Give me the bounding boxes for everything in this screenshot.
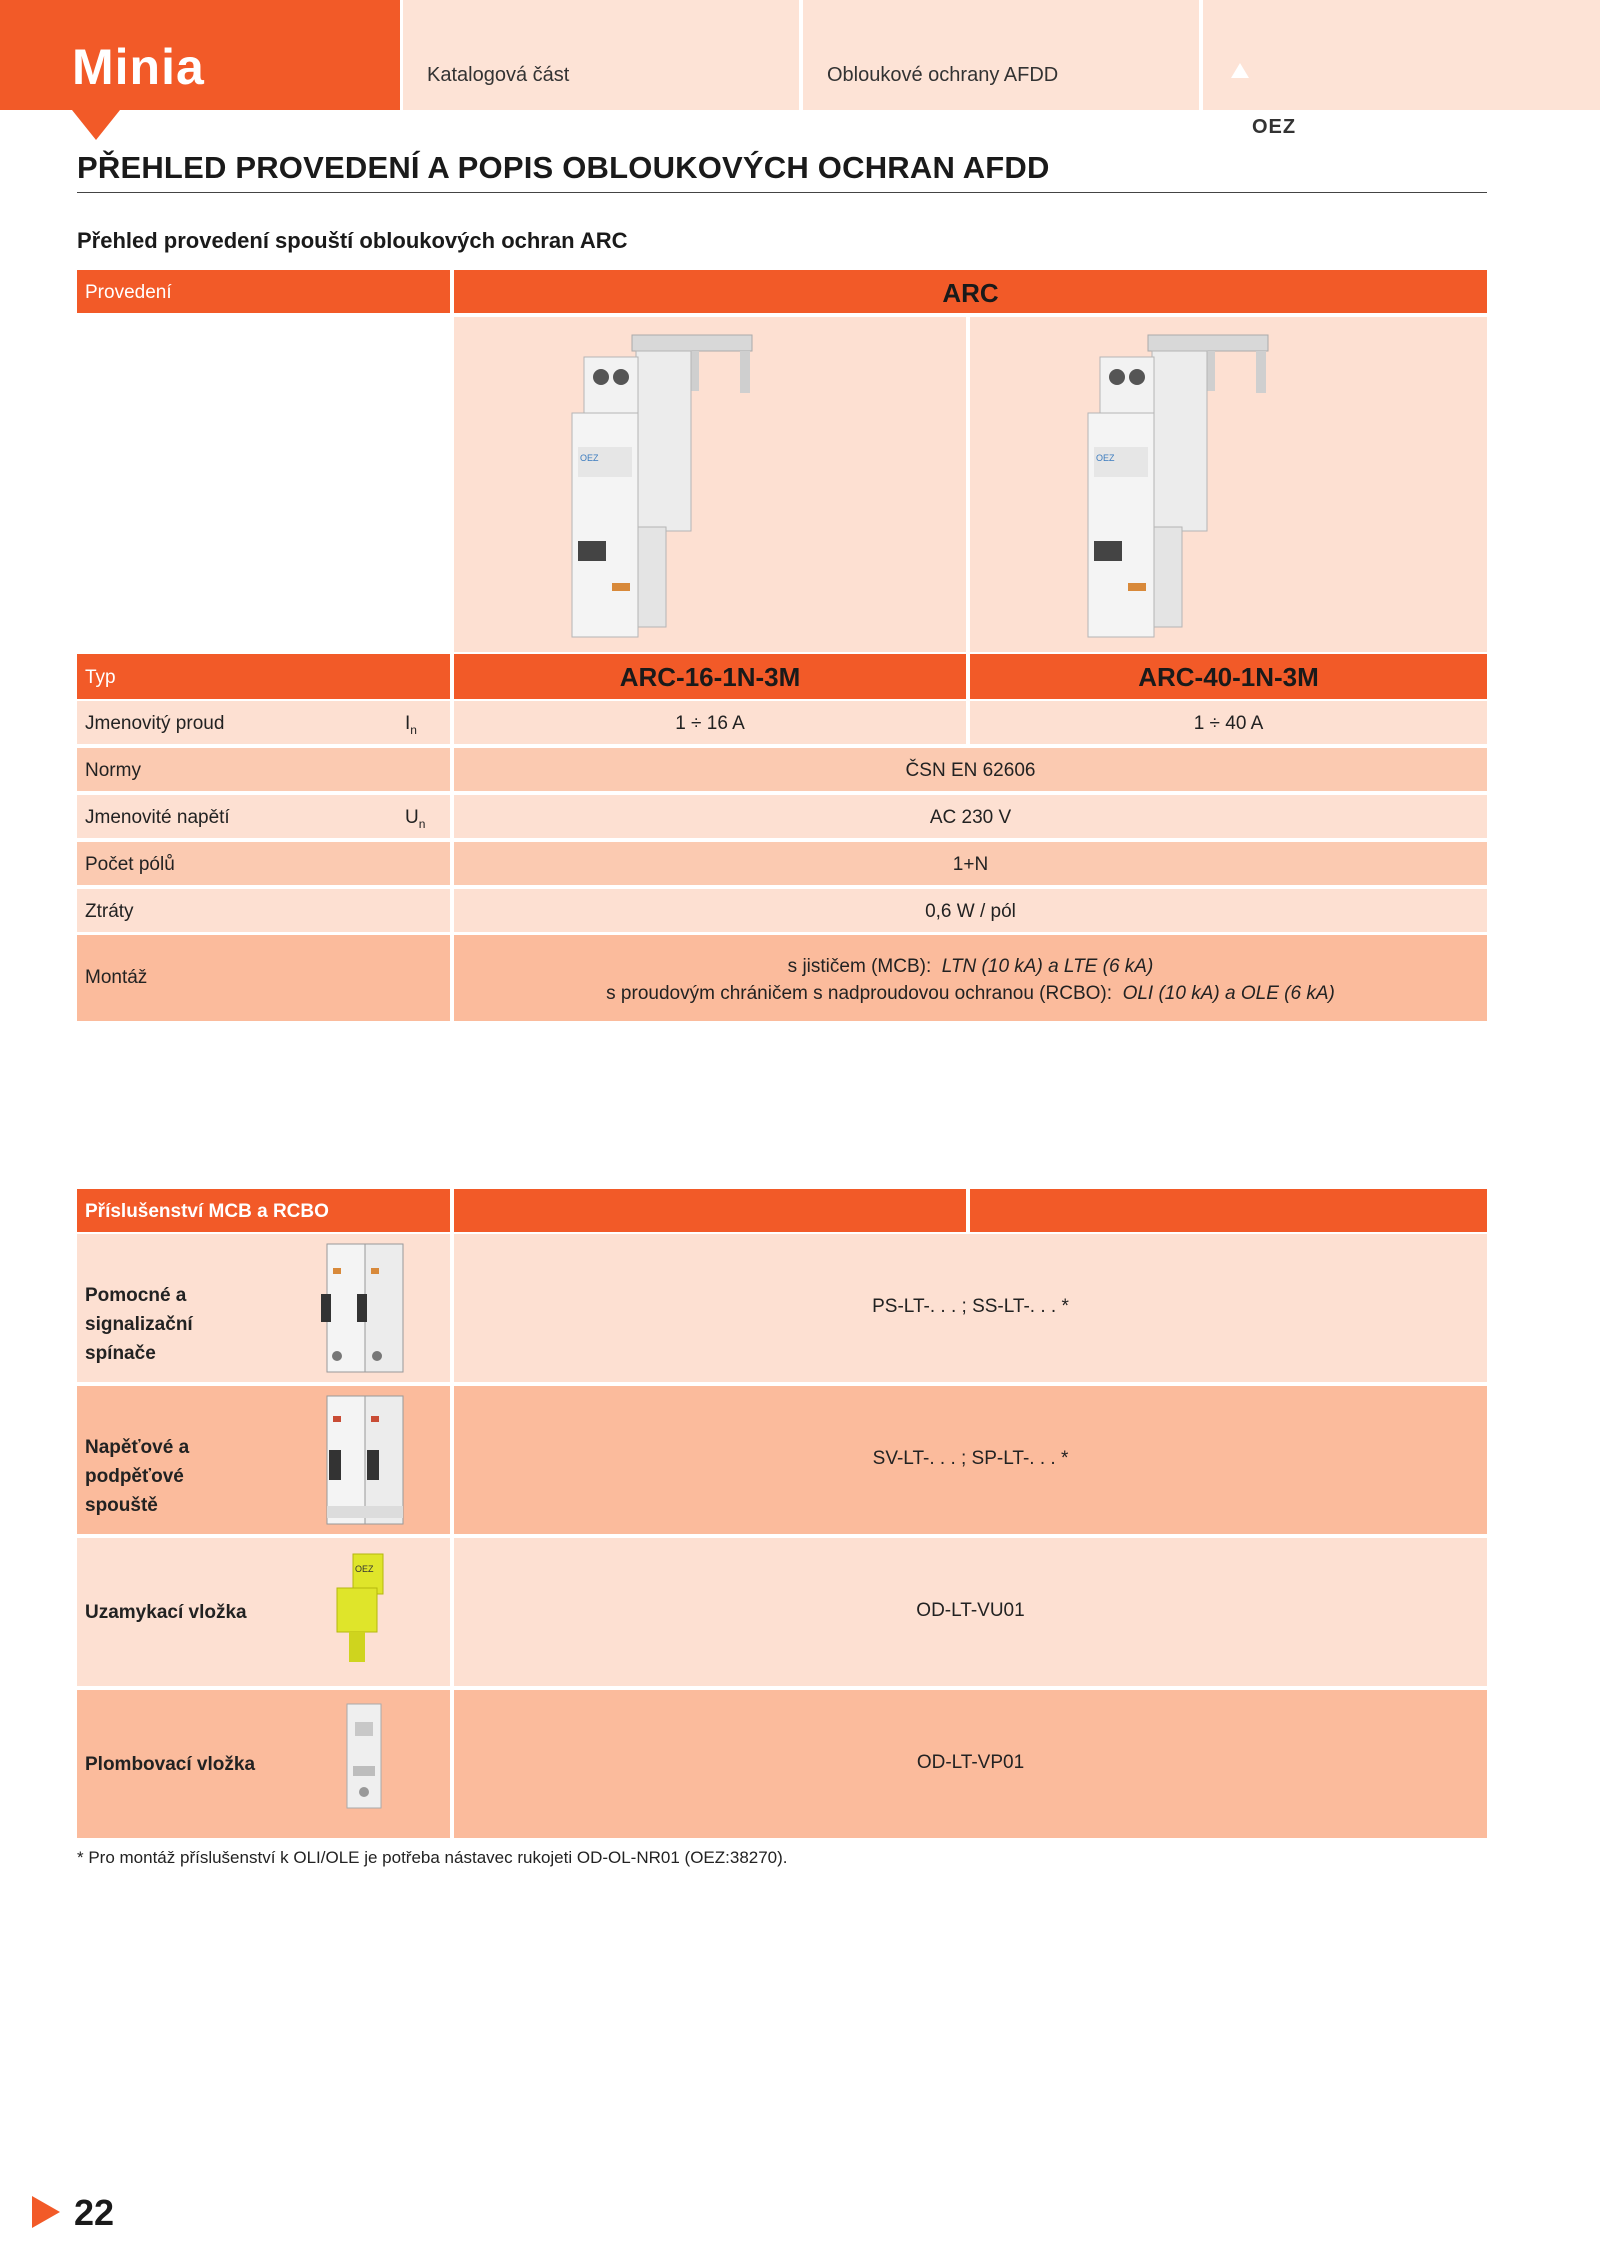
accessory-row (77, 1234, 1487, 1382)
header-value-cell (454, 270, 1487, 313)
seal-insert-icon (307, 1694, 447, 1834)
spec-row-poles (77, 842, 1487, 885)
accessory-code: SV-LT-. . . ; SP-LT-. . . * (872, 1448, 1069, 1469)
section-subtitle: Přehled provedení spouští obloukových ochran ARC (77, 228, 628, 253)
brand-notch (72, 110, 120, 140)
accessories-header-cell (970, 1189, 1487, 1232)
accessory-value-cell (454, 1538, 1487, 1686)
spec-value-cell: ČSN EN 62606 (454, 748, 1487, 791)
spec-row-standards (77, 748, 1487, 791)
accessory-code: OD-LT-VP01 (916, 1752, 1025, 1773)
spec-value-cell: AC 230 V (454, 795, 1487, 838)
accessory-name: Napěťové a podpěťové spouště (85, 1437, 190, 1516)
svg-text:OEZ: OEZ (580, 453, 599, 463)
footnote: * Pro montáž příslušenství k OLI/OLE je potřeba nástavec rukojeti OD-OL-NR01 (OEZ:38270). (77, 1848, 788, 1867)
spec-value-cell: 1 ÷ 40 A (970, 701, 1487, 744)
spec-symbol: $U_n$ (405, 807, 426, 831)
image-label-cell (77, 317, 450, 652)
accessory-value-cell (454, 1386, 1487, 1534)
spec-row-losses (77, 889, 1487, 932)
accessory-row (77, 1690, 1487, 1838)
product-family: ARC (942, 278, 999, 308)
mounting-text: s jističem (MCB): LTN (10 kA) a LTE (6 kA) s proudovým chráničem s nadproudovou ochranou (RCBO): OLI (10 kA) a OLE (6 kA) (606, 956, 1335, 1004)
product-image-row (77, 317, 1487, 652)
type-row (77, 654, 1487, 699)
brand-name: Minia (72, 39, 205, 95)
type-cell (454, 654, 966, 699)
arc-module-image (454, 317, 966, 652)
type-code: ARC-40-1N-3M (1138, 662, 1319, 692)
page-header (0, 0, 1600, 138)
spec-label-cell: Jmenovité napětí $U_n$ (77, 795, 450, 838)
auxiliary-switch-icon (307, 1238, 447, 1378)
accessory-label-cell (77, 1538, 450, 1686)
spec-label-cell: Normy (77, 748, 450, 791)
spec-label-cell: Ztráty (77, 889, 450, 932)
spec-label-cell: Počet pólů (77, 842, 450, 885)
section-label: Katalogová část (427, 64, 570, 86)
accessory-name: Uzamykací vložka (85, 1602, 247, 1623)
header-label-cell: Provedení (77, 270, 450, 313)
spec-value-cell: 0,6 W / pól (454, 889, 1487, 932)
spec-value-cell: 1+N (454, 842, 1487, 885)
type-code: ARC-16-1N-3M (619, 662, 801, 692)
arc-module-image-2 (970, 317, 1487, 652)
accessories-label-cell: Příslušenství MCB a RCBO (77, 1189, 450, 1232)
spec-label-cell: Jmenovitý proud $I_n$ (77, 701, 450, 744)
accessory-row (77, 1386, 1487, 1534)
page-marker-icon (32, 2196, 60, 2228)
chapter-label: Obloukové ochrany AFDD (827, 64, 1059, 86)
accessory-label-cell (77, 1234, 450, 1382)
shunt-trip-icon (307, 1390, 447, 1530)
spec-row-mounting (77, 935, 1487, 1021)
accessory-code: OD-LT-VU01 (916, 1600, 1025, 1621)
accessory-value-cell (454, 1234, 1487, 1382)
header-chapter (803, 0, 1199, 110)
accessories-header-cell (454, 1189, 966, 1232)
type-label-cell: Typ (77, 654, 450, 699)
accessories-header-row (77, 1189, 1487, 1232)
svg-text:OEZ: OEZ (1096, 453, 1115, 463)
logo-triangle-icon (1231, 63, 1249, 78)
header-section (403, 0, 799, 110)
spec-row-rated-voltage (77, 795, 1487, 838)
accessory-name: Plombovací vložka (85, 1754, 256, 1775)
accessory-name: Pomocné a signalizační spínače (85, 1285, 193, 1364)
lock-insert-icon (307, 1542, 447, 1682)
svg-text:OEZ: OEZ (355, 1564, 374, 1574)
spec-row-rated-current (77, 701, 1487, 744)
accessory-row (77, 1538, 1487, 1686)
accessory-code: PS-LT-. . . ; SS-LT-. . . * (872, 1296, 1069, 1317)
spec-label-cell: Montáž (77, 935, 450, 1021)
accessory-label-cell (77, 1386, 450, 1534)
header-logo-cell (1203, 0, 1600, 138)
spec-value-cell: 1 ÷ 16 A (454, 701, 966, 744)
brand-block (0, 0, 400, 110)
spec-header-row (77, 270, 1487, 313)
type-cell (970, 654, 1487, 699)
product-image-cell-2 (970, 317, 1487, 652)
page-title: PŘEHLED PROVEDENÍ A POPIS OBLOUKOVÝCH OCHRAN AFDD (77, 150, 1487, 193)
spec-value-cell (454, 935, 1487, 1021)
accessory-label-cell (77, 1690, 450, 1838)
product-image-cell (454, 317, 966, 652)
oez-logo: OEZ (1228, 52, 1249, 91)
accessory-value-cell (454, 1690, 1487, 1838)
spec-symbol: $I_n$ (405, 713, 417, 737)
